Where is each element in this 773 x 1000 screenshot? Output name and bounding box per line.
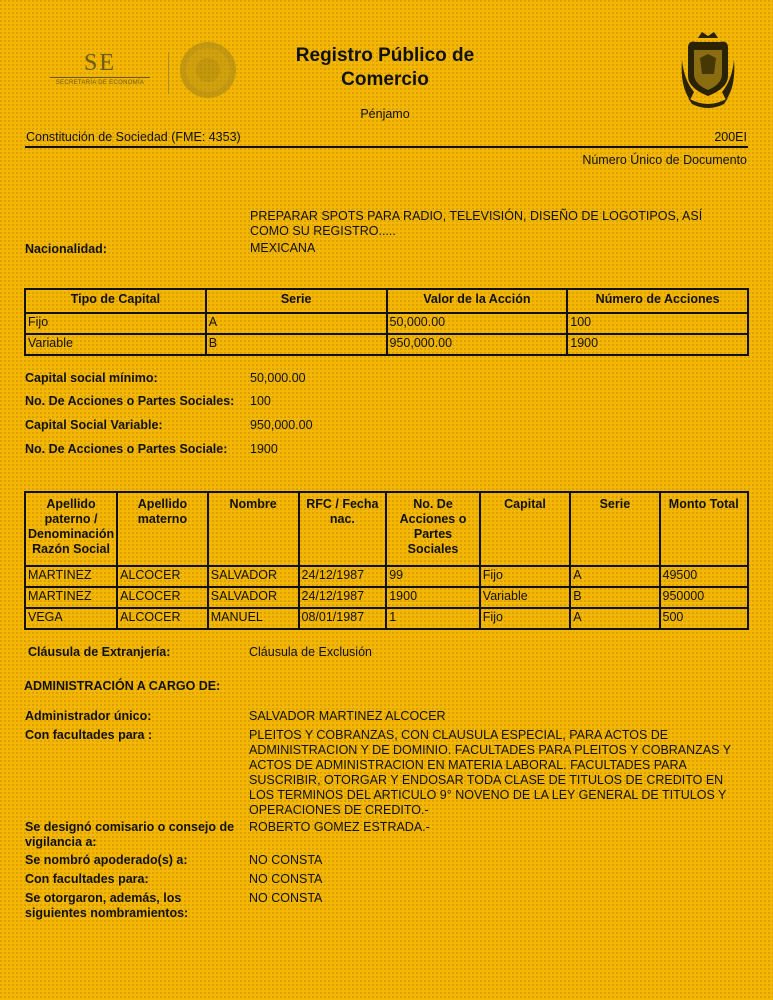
- table-cell: 24/12/1987: [299, 566, 387, 587]
- table-cell: ALCOCER: [117, 566, 208, 587]
- city-name: Pénjamo: [360, 107, 410, 121]
- socios-table: [24, 491, 749, 630]
- admin-value: PLEITOS Y COBRANZAS, CON CLAUSULA ESPECIAL, PARA ACTOS DE ADMINISTRACION Y DE DOMINIO. FACULTADES PARA PLEITOS Y COBRANZAS Y ACTOS DE ADMINISTRACION EN MATERIA LABORAL. FACULTADES PARA SUSCRIBIR, OTORGAR Y ENDOSAR TODA CLASE DE TITULOS DE CREDITO EN LOS TERMINOS DEL ARTICULO 9° NOVENO DE LA LEY GENERAL DE TITULOS Y OPERACIONES DE CREDITO.-: [249, 728, 731, 817]
- capital-summary-label: No. De Acciones o Partes Sociale:: [25, 442, 228, 456]
- table-cell: 1: [386, 608, 480, 629]
- column-header: RFC / Fecha nac.: [299, 492, 387, 566]
- column-header: Serie: [206, 289, 387, 313]
- table-cell: VEGA: [25, 608, 117, 629]
- table-header-row: [25, 492, 748, 566]
- title-line-2: Comercio: [341, 69, 429, 90]
- table-cell: 50,000.00: [387, 313, 568, 334]
- table-cell: Variable: [480, 587, 570, 608]
- se-logo-text: SE: [83, 50, 116, 76]
- table-cell: 1900: [567, 334, 748, 355]
- table-cell: MARTINEZ: [25, 566, 117, 587]
- table-cell: A: [570, 566, 659, 587]
- table-cell: 1900: [386, 587, 480, 608]
- se-logo-subtext: SECRETARÍA DE ECONOMÍA: [55, 80, 145, 86]
- secretaria-economia-logo: [50, 50, 150, 95]
- column-header: Capital: [480, 492, 570, 566]
- admin-label: Se nombró apoderado(s) a:: [25, 853, 188, 867]
- capital-summary-value: 1900: [250, 442, 278, 456]
- table-header-row: [25, 289, 748, 313]
- clausula-value: Cláusula de Exclusión: [249, 645, 372, 659]
- table-row: [25, 313, 748, 334]
- table-cell: A: [570, 608, 659, 629]
- column-header: Número de Acciones: [567, 289, 748, 313]
- capital-summary-value: 50,000.00: [250, 371, 306, 385]
- document-type: Constitución de Sociedad (FME: 4353): [26, 130, 241, 144]
- admin-label: Administrador único:: [25, 709, 152, 723]
- capital-summary-label: Capital social mínimo:: [25, 371, 158, 385]
- table-cell: B: [206, 334, 387, 355]
- coat-of-arms-icon: [680, 30, 736, 110]
- logo-rule: [50, 77, 150, 78]
- table-cell: 950000: [660, 587, 749, 608]
- administracion-heading: ADMINISTRACIÓN A CARGO DE:: [24, 679, 221, 693]
- table-cell: ALCOCER: [117, 608, 208, 629]
- page-title: [250, 44, 520, 92]
- table-cell: SALVADOR: [208, 566, 299, 587]
- capital-summary-label: Capital Social Variable:: [25, 418, 163, 432]
- column-header: Serie: [570, 492, 659, 566]
- capital-summary-value: 950,000.00: [250, 418, 313, 432]
- column-header: Apellido paterno / Denominación Razón Social: [25, 492, 117, 566]
- header-divider: [25, 146, 748, 148]
- admin-value: ROBERTO GOMEZ ESTRADA.-: [249, 820, 430, 834]
- table-cell: 99: [386, 566, 480, 587]
- admin-value: NO CONSTA: [249, 853, 323, 867]
- table-cell: 24/12/1987: [299, 587, 387, 608]
- table-row: [25, 608, 748, 629]
- admin-label: Con facultades para :: [25, 728, 153, 742]
- column-header: Tipo de Capital: [25, 289, 206, 313]
- objeto-social: PREPARAR SPOTS PARA RADIO, TELEVISIÓN, DISEÑO DE LOGOTIPOS, ASÍ COMO SU REGISTRO.....: [250, 209, 703, 238]
- clausula-label: Cláusula de Extranjería:: [28, 645, 171, 659]
- table-cell: SALVADOR: [208, 587, 299, 608]
- document-number-label: Número Único de Documento: [582, 153, 747, 167]
- column-header: Monto Total: [660, 492, 749, 566]
- table-cell: MARTINEZ: [25, 587, 117, 608]
- table-cell: 49500: [660, 566, 749, 587]
- logo-separator: [168, 52, 169, 94]
- column-header: No. De Acciones o Partes Sociales: [386, 492, 480, 566]
- capital-table: [24, 288, 749, 356]
- admin-label: Con facultades para:: [25, 872, 149, 886]
- column-header: Nombre: [208, 492, 299, 566]
- nacionalidad-value: MEXICANA: [250, 241, 316, 255]
- table-cell: A: [206, 313, 387, 334]
- column-header: Apellido materno: [117, 492, 208, 566]
- table-cell: ALCOCER: [117, 587, 208, 608]
- mexico-eagle-seal-icon: [180, 42, 236, 98]
- table-cell: Variable: [25, 334, 206, 355]
- capital-summary-value: 100: [250, 394, 271, 408]
- document-number: 200EI: [714, 130, 747, 144]
- admin-value: NO CONSTA: [249, 891, 323, 905]
- table-cell: 500: [660, 608, 749, 629]
- table-cell: 100: [567, 313, 748, 334]
- title-line-1: Registro Público de: [295, 45, 475, 66]
- table-cell: 950,000.00: [387, 334, 568, 355]
- table-row: [25, 587, 748, 608]
- table-cell: Fijo: [25, 313, 206, 334]
- admin-label: Se otorgaron, además, los siguientes nombramientos:: [25, 891, 189, 920]
- table-row: [25, 566, 748, 587]
- table-cell: Fijo: [480, 566, 570, 587]
- nacionalidad-label: Nacionalidad:: [25, 242, 107, 256]
- admin-label: Se designó comisario o consejo de vigilancia a:: [25, 820, 235, 849]
- table-cell: 08/01/1987: [299, 608, 387, 629]
- table-row: [25, 334, 748, 355]
- table-cell: B: [570, 587, 659, 608]
- admin-value: SALVADOR MARTINEZ ALCOCER: [249, 709, 446, 723]
- column-header: Valor de la Acción: [387, 289, 568, 313]
- table-cell: MANUEL: [208, 608, 299, 629]
- capital-summary-label: No. De Acciones o Partes Sociales:: [25, 394, 235, 408]
- table-cell: Fijo: [480, 608, 570, 629]
- admin-value: NO CONSTA: [249, 872, 323, 886]
